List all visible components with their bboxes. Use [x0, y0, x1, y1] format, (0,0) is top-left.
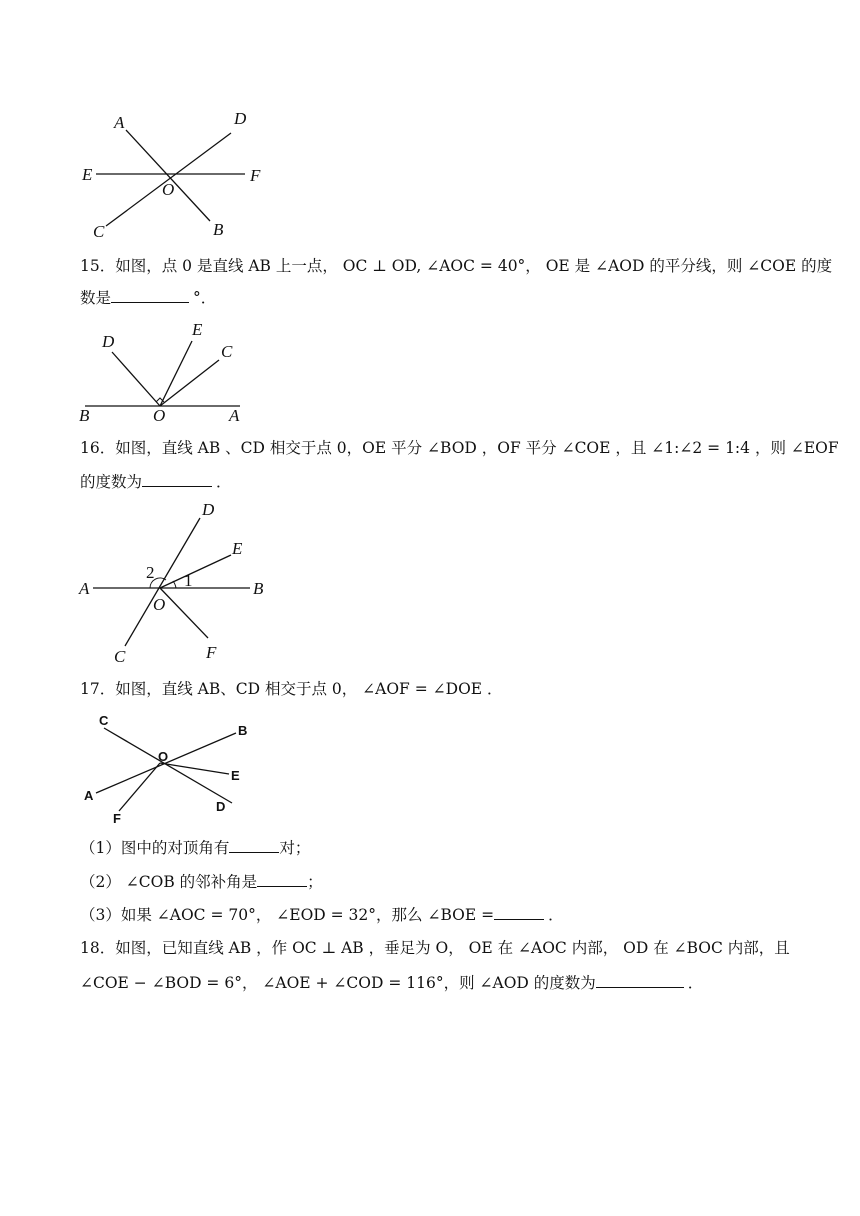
q17-sub1-blank[interactable]	[229, 836, 279, 853]
label-O: O	[153, 406, 166, 425]
label-C: C	[93, 222, 105, 241]
angle-label-1: 1	[184, 571, 193, 590]
label-D: D	[102, 332, 115, 351]
label-C: C	[99, 713, 109, 728]
q17-line1: 17．如图，直线 AB、CD 相交于点 0， ∠AOF = ∠DOE ．	[80, 680, 503, 698]
q15-line1: 15．如图，点 0 是直线 AB 上一点， OC ⊥ OD, ∠AOC = 40°， OE 是 ∠AOD 的平分线，则 ∠COE 的度	[80, 257, 833, 275]
q17-sub2: （2） ∠COB 的邻补角是 ；	[80, 870, 323, 893]
figure-q17	[0, 708, 300, 833]
q15-answer-blank[interactable]	[111, 286, 189, 303]
label-D: D	[234, 109, 247, 128]
figure-q14	[0, 100, 300, 245]
label-E: E	[232, 539, 243, 558]
label-A: A	[114, 113, 125, 132]
label-E: E	[82, 165, 93, 184]
q16-line1: 16．如图，直线 AB 、CD 相交于点 0，OE 平分 ∠BOD ，OF 平分 ∠COE ，且 ∠1:∠2 = 1:4 ，则 ∠EOF	[80, 439, 839, 457]
label-D: D	[216, 799, 226, 814]
angle-label-2: 2	[146, 563, 155, 582]
label-C: C	[114, 647, 126, 666]
label-O: O	[158, 749, 169, 764]
label-B: B	[253, 579, 264, 598]
label-F: F	[113, 811, 121, 826]
label-F: F	[206, 643, 217, 662]
q17-sub2-blank[interactable]	[257, 870, 307, 887]
q16-line2: 的度数为 ．	[80, 470, 232, 493]
figure-q16	[0, 498, 300, 668]
q17-sub3-blank[interactable]	[494, 903, 544, 920]
q18-line2: ∠COE − ∠BOD = 6°， ∠AOE + ∠COD = 116°，则 ∠AOD 的度数为 ．	[80, 971, 703, 994]
q15-line2: 数是 °．	[80, 286, 216, 309]
q18-answer-blank[interactable]	[596, 971, 684, 988]
label-E: E	[231, 768, 240, 783]
q18-line1: 18．如图，已知直线 AB ，作 OC ⊥ AB ，垂足为 O， OE 在 ∠AOC 内部， OD 在 ∠BOC 内部，且	[80, 939, 790, 957]
label-B: B	[79, 406, 90, 425]
q17-sub1: （1）图中的对顶角有 对；	[80, 836, 310, 859]
label-A: A	[84, 788, 94, 803]
label-B: B	[238, 723, 248, 738]
label-D: D	[202, 500, 215, 519]
label-B: B	[213, 220, 224, 239]
label-O: O	[153, 595, 166, 614]
label-A: A	[229, 406, 240, 425]
label-O: O	[162, 180, 175, 199]
figure-q15	[0, 315, 300, 425]
label-A: A	[79, 579, 90, 598]
q16-answer-blank[interactable]	[142, 470, 212, 487]
label-C: C	[221, 342, 233, 361]
label-E: E	[192, 320, 203, 339]
label-F: F	[250, 166, 261, 185]
q17-sub3: （3）如果 ∠AOC = 70°， ∠EOD = 32°，那么 ∠BOE = ．	[80, 903, 564, 926]
